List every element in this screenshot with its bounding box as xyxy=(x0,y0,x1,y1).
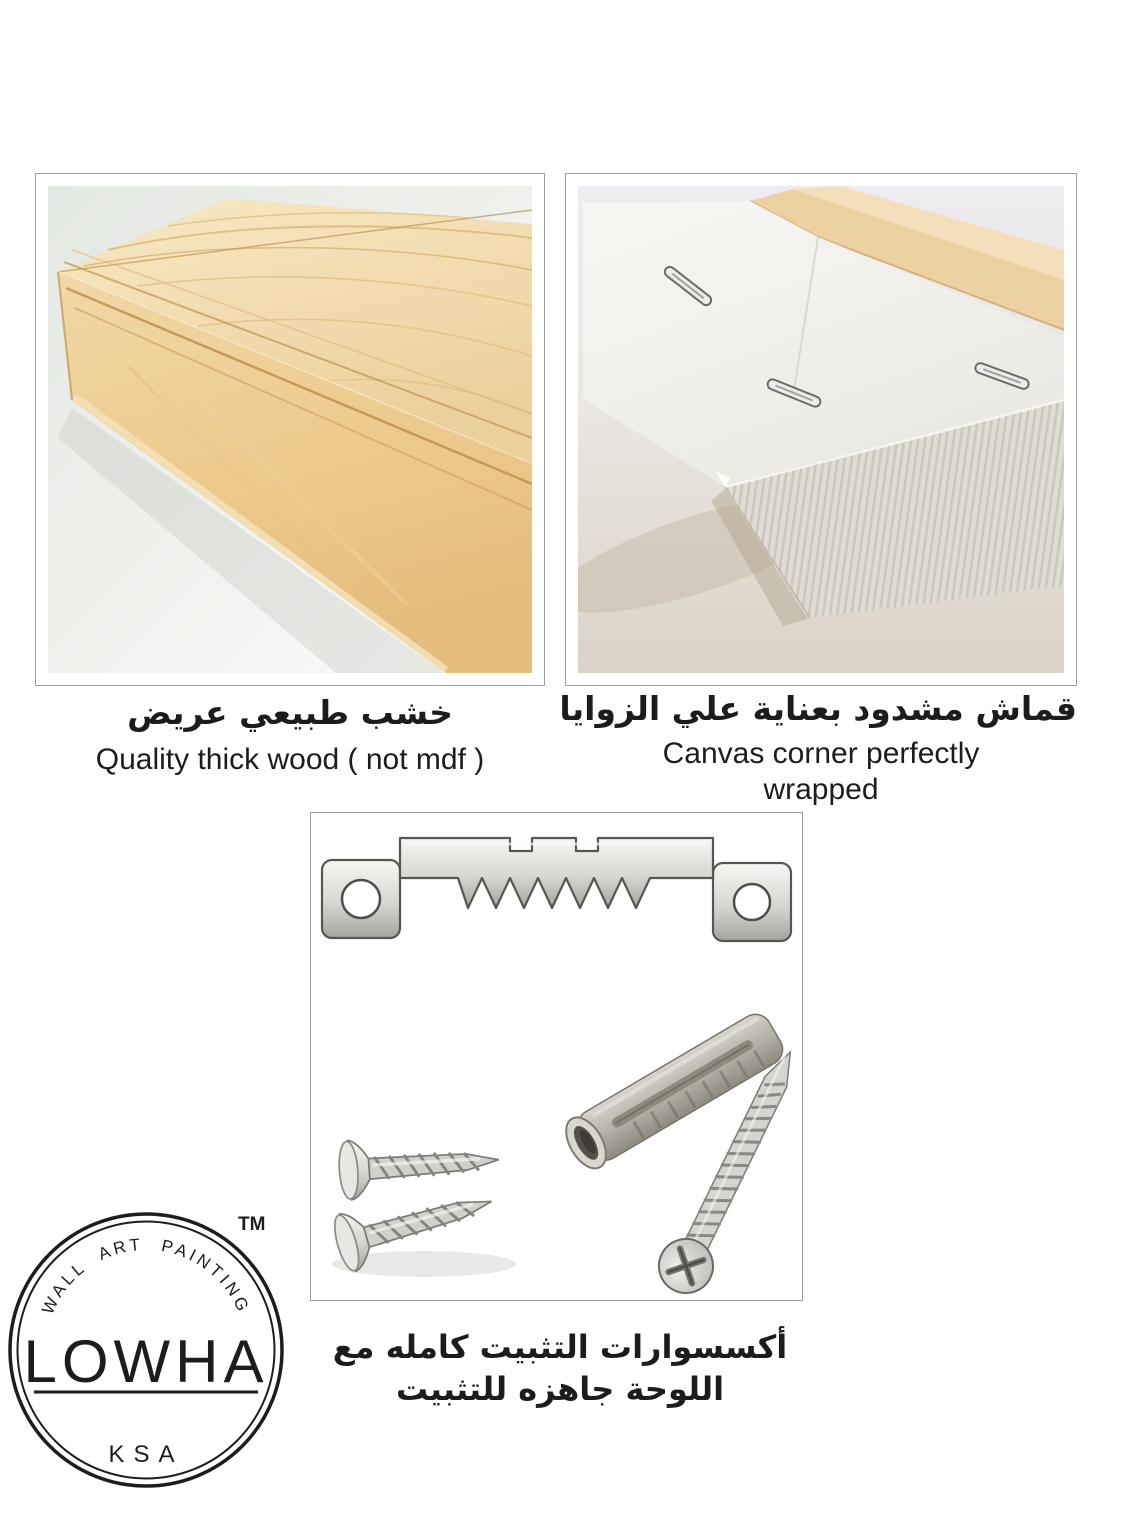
canvas-caption-english: Canvas corner perfectly wrapped xyxy=(662,737,980,807)
canvas-caption-arabic: قماش مشدود بعناية علي الزوايا xyxy=(559,689,1077,728)
hanger-hole xyxy=(342,880,380,918)
canvas-caption xyxy=(559,688,1077,808)
logo-brand-text: LOWHA xyxy=(23,1328,269,1395)
hardware-caption-arabic-line1: أكسسوارات التثبيت كامله مع xyxy=(332,1328,788,1366)
logo-trademark-text: TM xyxy=(238,1214,266,1235)
lowha-logo xyxy=(6,1200,286,1495)
wood-caption-arabic: خشب طبيعي عريض xyxy=(127,693,453,732)
hanger-hole xyxy=(734,884,770,920)
hardware-caption xyxy=(320,1326,800,1410)
hardware-card xyxy=(310,812,803,1301)
canvas-corner-card xyxy=(565,173,1077,686)
canvas-corner-photo xyxy=(578,186,1064,673)
hardware-photo xyxy=(316,818,797,1295)
wood-frame-card xyxy=(35,173,545,686)
logo-arc-textpath: WALL ART PAINTING xyxy=(38,1234,254,1318)
wood-caption-english: Quality thick wood ( not mdf ) xyxy=(95,743,485,777)
wood-frame-photo xyxy=(48,186,532,673)
logo-country-text: KSA xyxy=(108,1441,184,1468)
hardware-caption-arabic-line2: اللوحة جاهزه للتثبيت xyxy=(395,1370,725,1409)
wood-caption xyxy=(35,692,545,778)
